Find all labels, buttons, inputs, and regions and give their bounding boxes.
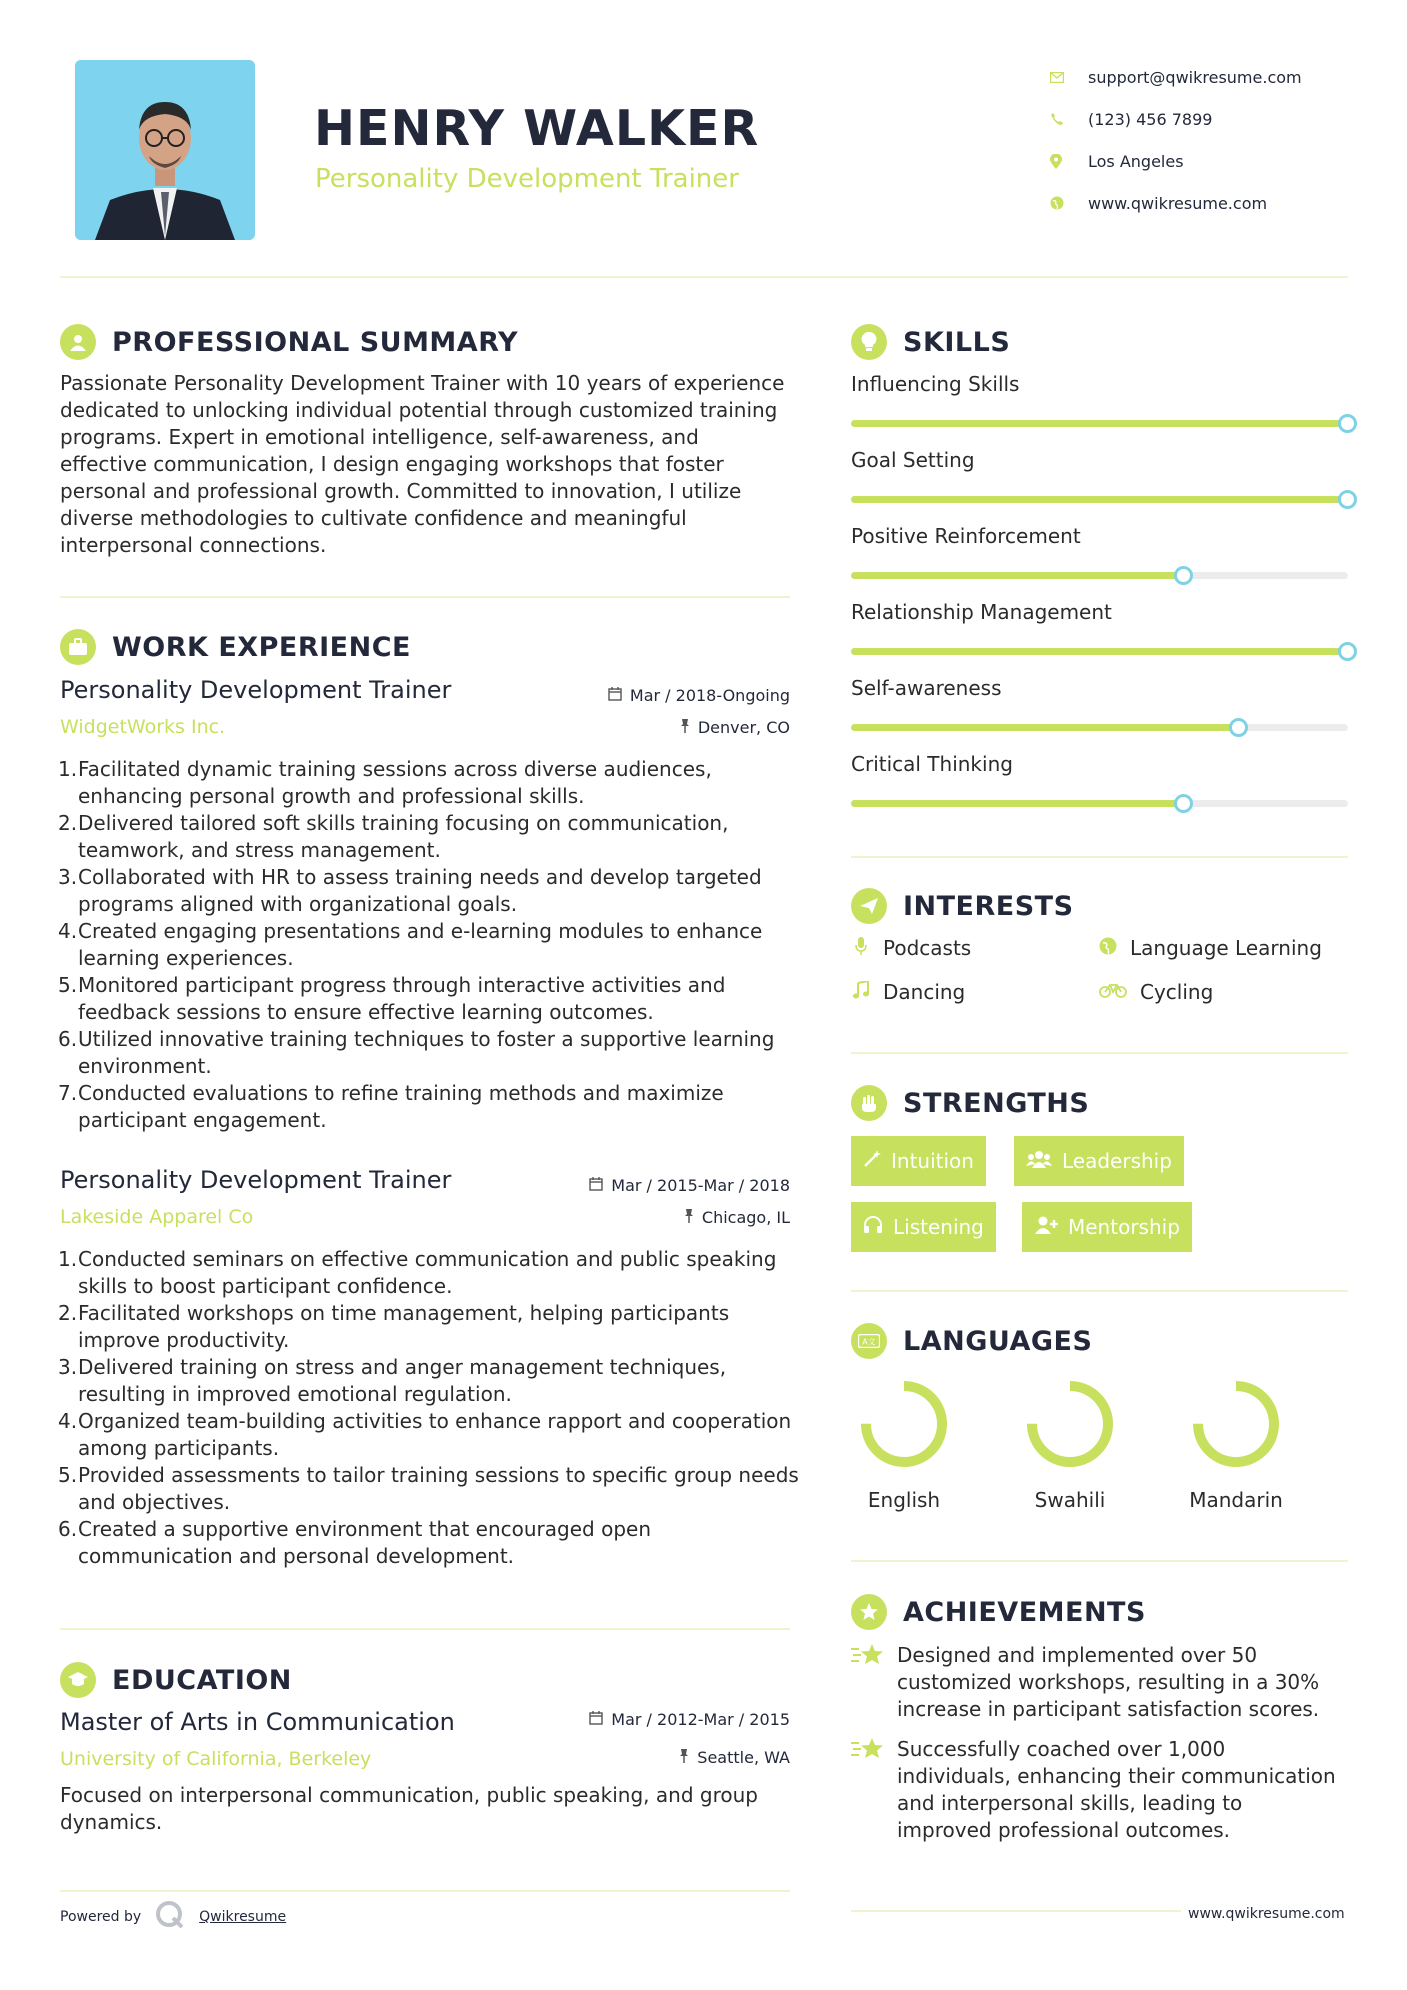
list-item: Facilitated workshops on time management, helping participants improve productivity. [78,1301,730,1352]
list-item: Delivered tailored soft skills training focusing on communication, teamwork, and stress management. [78,811,729,862]
list-item: Provided assessments to tailor training sessions to specific group needs and objectives. [78,1463,799,1514]
skills-divider [851,856,1348,858]
skill-fill [851,572,1184,579]
education-location [540,1748,790,1767]
list-item: Organized team-building activities to enhance rapport and cooperation among participants. [78,1409,792,1460]
language-ring [854,1374,954,1474]
work-divider [60,1628,790,1630]
candidate-name: HENRY WALKER [314,100,760,157]
skill-knob [1338,414,1357,433]
graduation-icon [60,1662,96,1698]
contact-phone[interactable] [1050,98,1370,140]
strength-label: Listening [893,1215,984,1239]
candidate-role: Personality Development Trainer [315,164,739,194]
list-item: Monitored participant progress through interactive activities and feedback sessions to ensure effective learning outcomes. [78,973,726,1024]
education-location-text: Seattle, WA [697,1748,790,1767]
interest-item [1098,936,1322,960]
job-1-title: Personality Development Trainer [60,676,452,704]
skill-bar [851,648,1348,655]
language-name: English [867,1488,941,1512]
star-badge-icon [851,1594,887,1630]
skill-item [851,448,1348,476]
powered-by-text: Powered by [60,1909,142,1925]
calendar-icon [589,1177,603,1195]
skill-bar [851,496,1348,503]
interests-title: INTERESTS [903,890,1074,922]
skill-item [851,372,1348,400]
lightbulb-icon [851,324,887,360]
svg-text:A文: A文 [862,1337,876,1347]
strength-label: Intuition [891,1149,974,1173]
language-item [844,1374,964,1512]
job-1-location-text: Denver, CO [697,718,790,737]
education-heading [60,1662,292,1698]
summary-title: PROFESSIONAL SUMMARY [112,326,519,358]
user-icon [60,324,96,360]
pin-icon [679,1749,689,1767]
skill-knob [1174,566,1193,585]
strength-label: Leadership [1062,1149,1172,1173]
skill-knob [1338,490,1357,509]
globe-icon [1098,937,1118,960]
summary-text: Passionate Personality Development Trainer with 10 years of experience dedicated to unlocking individual potential through customized training programs. Expert in emotional intelligence, self-awareness, and effective communication, I design engaging workshops that foster personal and professional growth. Committed to innovation, I utilize diverse methodologies to cultivate confidence and meaningful interpersonal connections. [60,371,785,557]
job-1-location [540,718,790,737]
globe-icon [1050,196,1088,210]
job-2-dates-text: Mar / 2015-Mar / 2018 [611,1176,790,1195]
job-2-title: Personality Development Trainer [60,1166,452,1194]
strengths-heading [851,1085,1089,1121]
interest-label: Cycling [1140,980,1214,1004]
contact-email-text: support@qwikresume.com [1088,67,1302,87]
header-divider [60,276,1348,278]
language-name: Swahili [1034,1488,1106,1512]
education-title: EDUCATION [112,1664,292,1696]
contact-website[interactable] [1050,182,1370,224]
strengths-title: STRENGTHS [903,1087,1090,1119]
interest-label: Language Learning [1130,936,1322,960]
headphones-icon [863,1216,883,1239]
users-icon [1026,1150,1052,1173]
strength-label: Mentorship [1068,1215,1180,1239]
skill-name: Goal Setting [851,448,975,472]
list-item: Conducted evaluations to refine training methods and maximize participant engagement. [78,1081,724,1132]
skill-knob [1229,718,1248,737]
skill-fill [851,496,1348,503]
skill-name: Self-awareness [851,676,1002,700]
languages-heading [851,1323,1092,1359]
list-item: Delivered training on stress and anger management techniques, resulting in improved emotional regulation. [78,1355,727,1406]
list-item: Facilitated dynamic training sessions across diverse audiences, enhancing personal growth and professional skills. [78,757,712,808]
skill-item [851,600,1348,628]
job-2-bullets [60,1246,800,1570]
interest-label: Dancing [883,980,966,1004]
achievement-text: Designed and implemented over 50 customized workshops, resulting in a 30% increase in participant satisfaction scores. [897,1643,1320,1721]
qwikresume-logo-icon [155,1900,185,1934]
contact-email[interactable] [1050,56,1370,98]
music-note-icon [851,981,871,1004]
skill-knob [1338,642,1357,661]
skill-fill [851,724,1239,731]
interest-item [1098,980,1213,1004]
language-item [1176,1374,1296,1512]
star-icon [851,1642,897,1723]
interest-label: Podcasts [883,936,972,960]
languages-title: LANGUAGES [903,1325,1093,1357]
calendar-icon [589,1711,603,1729]
list-item: Conducted seminars on effective communication and public speaking skills to boost participant confidence. [78,1247,777,1298]
interest-item [851,980,965,1004]
skill-bar [851,572,1348,579]
language-ring [1186,1374,1286,1474]
skill-name: Positive Reinforcement [851,524,1081,548]
skill-item [851,524,1348,552]
achievements-heading [851,1594,1146,1630]
list-item: Created a supportive environment that encouraged open communication and personal development. [78,1517,651,1568]
footer-website[interactable]: www.qwikresume.com [1188,1906,1345,1922]
language-item [1010,1374,1130,1512]
achievement-text: Successfully coached over 1,000 individuals, enhancing their communication and interpersonal skills, leading to improved professional outcomes. [897,1737,1336,1842]
profile-photo [75,60,255,240]
job-1-dates [540,686,790,705]
strength-tag [851,1136,986,1186]
microphone-icon [851,937,871,960]
briefcase-icon [60,629,96,665]
bicycle-icon [1098,982,1128,1003]
envelope-icon [1050,72,1088,83]
education-dates-text: Mar / 2012-Mar / 2015 [611,1710,790,1729]
strength-tag [851,1202,996,1252]
language-icon [851,1323,887,1359]
hand-icon [851,1085,887,1121]
education-degree: Master of Arts in Communication [60,1708,455,1736]
job-2-location-text: Chicago, IL [701,1208,790,1227]
paper-plane-icon [851,888,887,924]
contact-location-text: Los Angeles [1088,151,1184,171]
list-item: Created engaging presentations and e-learning modules to enhance learning experiences. [78,919,763,970]
achievement-item [851,1736,1351,1844]
footer-powered [60,1900,286,1934]
skill-knob [1174,794,1193,813]
work-title: WORK EXPERIENCE [112,631,411,663]
pin-icon [684,1209,694,1227]
achievements-divider [851,1910,1181,1912]
skills-heading [851,324,1010,360]
skill-item [851,752,1348,780]
contact-list [1050,56,1370,224]
skill-fill [851,648,1348,655]
list-item: Utilized innovative training techniques to foster a supportive learning environment. [78,1027,775,1078]
skill-item [851,676,1348,704]
magic-wand-icon [863,1150,881,1173]
skill-fill [851,420,1348,427]
language-ring [1020,1374,1120,1474]
skill-fill [851,800,1184,807]
strengths-divider [851,1290,1348,1292]
pin-icon [680,719,690,737]
job-2-dates [540,1176,790,1195]
job-1-dates-text: Mar / 2018-Ongoing [629,686,790,705]
interest-item [851,936,971,960]
calendar-icon [608,687,622,705]
skill-bar [851,800,1348,807]
user-plus-icon [1034,1216,1058,1239]
skill-name: Critical Thinking [851,752,1013,776]
language-name: Mandarin [1189,1488,1283,1512]
strength-tag [1022,1202,1192,1252]
strength-tag [1014,1136,1184,1186]
job-1-bullets [60,756,800,1134]
skill-bar [851,724,1348,731]
job-1-company: WidgetWorks Inc. [60,716,226,738]
contact-phone-text: (123) 456 7899 [1088,109,1213,129]
education-school: University of California, Berkeley [60,1748,372,1770]
job-2-location [540,1208,790,1227]
list-item: Collaborated with HR to assess training needs and develop targeted programs aligned with organizational goals. [78,865,762,916]
star-icon [851,1736,897,1844]
education-dates [540,1710,790,1729]
map-pin-icon [1050,154,1088,169]
qwikresume-link[interactable]: Qwikresume [199,1909,287,1925]
achievement-item [851,1642,1351,1723]
skill-name: Influencing Skills [851,372,1020,396]
job-2-company: Lakeside Apparel Co [60,1206,254,1228]
skills-title: SKILLS [903,326,1011,358]
work-heading [60,629,411,665]
interests-heading [851,888,1074,924]
skill-bar [851,420,1348,427]
languages-divider [851,1560,1348,1562]
phone-icon [1050,112,1088,126]
education-divider [60,1890,790,1892]
achievements-title: ACHIEVEMENTS [903,1596,1146,1628]
interests-divider [851,1052,1348,1054]
summary-divider [60,596,790,598]
skill-name: Relationship Management [851,600,1112,624]
contact-location [1050,140,1370,182]
summary-heading [60,324,518,360]
education-description: Focused on interpersonal communication, public speaking, and group dynamics. [60,1783,758,1834]
contact-website-text: www.qwikresume.com [1088,193,1268,213]
